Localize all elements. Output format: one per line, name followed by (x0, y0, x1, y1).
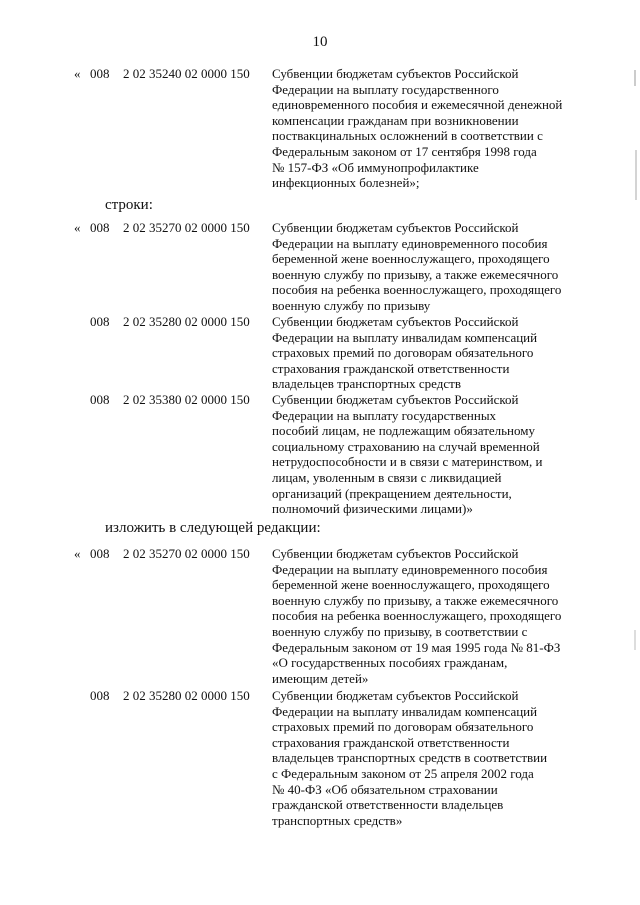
description-line: лицам, уволенным в связи с ликвидацией (272, 469, 502, 485)
description-line: Федерации на выплату государственного (272, 81, 499, 97)
entry-description (272, 392, 582, 517)
description-line: Субвенции бюджетам субъектов Российской (272, 392, 519, 407)
description-line: с Федеральным законом от 25 апреля 2002 года (272, 765, 534, 781)
entry-description (272, 220, 582, 314)
description-line: пособия на ребенка военнослужащего, проходящего (272, 608, 562, 624)
budget-classification-code: 2 02 35380 02 0000 150 (123, 392, 250, 407)
admin-code: 008 (90, 314, 110, 329)
description-line: нетрудоспособности и в связи с материнством, и (272, 454, 543, 470)
description-line: единовременного пособия и ежемесячной денежной (272, 97, 563, 113)
description-line: Федерации на выплату единовременного пособия (272, 235, 548, 251)
budget-classification-code: 2 02 35270 02 0000 150 (123, 546, 250, 561)
description-line: Федерации на выплату единовременного пособия (272, 561, 548, 577)
scan-edge-marks (631, 0, 640, 905)
description-line: военную службу по призыву, в соответствии с (272, 623, 528, 639)
description-line: гражданской ответственности владельцев (272, 797, 504, 813)
entry-description (272, 546, 582, 686)
description-line: компенсации гражданам при возникновении (272, 112, 519, 128)
page-number: 10 (312, 34, 328, 50)
description-line: № 157-ФЗ «Об иммунопрофилактике (272, 159, 479, 175)
description-line: пособий лицам, не подлежащим обязательному (272, 423, 535, 439)
description-line: поствакцинальных осложнений в соответствии с (272, 128, 543, 144)
description-line: военную службу по призыву (272, 297, 431, 313)
description-line: полномочий физическими лицами)» (272, 501, 473, 517)
description-line: Федерации на выплату инвалидам компенсаций (272, 703, 538, 719)
description-line: владельцев транспортных средств (272, 376, 461, 392)
description-line: социальному страхованию на случай временной (272, 438, 540, 454)
description-line: инфекционных болезней»; (272, 175, 420, 191)
description-line: страхования гражданской ответственности (272, 734, 510, 750)
section-label-lines: строки: (105, 197, 153, 213)
description-line: страховых премий по договорам обязательного (272, 719, 534, 735)
description-line: имеющим детей» (272, 670, 369, 686)
opening-quote: « (74, 546, 81, 561)
description-line: транспортных средств» (272, 812, 403, 828)
budget-classification-code: 2 02 35280 02 0000 150 (123, 314, 250, 329)
budget-classification-code: 2 02 35240 02 0000 150 (123, 66, 250, 81)
admin-code: 008 (90, 688, 110, 703)
opening-quote: « (74, 220, 81, 235)
description-line: Федерации на выплату инвалидам компенсаций (272, 329, 538, 345)
description-line: Федеральным законом от 17 сентября 1998 года (272, 143, 537, 159)
opening-quote: « (74, 66, 81, 81)
description-line: Субвенции бюджетам субъектов Российской (272, 66, 519, 81)
admin-code: 008 (90, 220, 110, 235)
description-line: Субвенции бюджетам субъектов Российской (272, 314, 519, 329)
admin-code: 008 (90, 546, 110, 561)
description-line: беременной жене военнослужащего, проходящего (272, 577, 550, 593)
section-label-replace-with: изложить в следующей редакции: (105, 520, 321, 536)
description-line: пособия на ребенка военнослужащего, проходящего (272, 282, 562, 298)
description-line: страховых премий по договорам обязательного (272, 345, 534, 361)
description-line: владельцев транспортных средств в соответствии (272, 750, 548, 766)
description-line: № 40-ФЗ «Об обязательном страховании (272, 781, 498, 797)
description-line: страхования гражданской ответственности (272, 360, 510, 376)
admin-code: 008 (90, 392, 110, 407)
description-line: беременной жене военнослужащего, проходящего (272, 251, 550, 267)
admin-code: 008 (90, 66, 110, 81)
description-line: Федеральным законом от 19 мая 1995 года № 81-ФЗ (272, 639, 561, 655)
budget-classification-code: 2 02 35280 02 0000 150 (123, 688, 250, 703)
entry-description (272, 66, 582, 191)
description-line: Субвенции бюджетам субъектов Российской (272, 220, 519, 235)
description-line: «О государственных пособиях гражданам, (272, 655, 508, 671)
entry-description (272, 688, 582, 828)
description-line: организаций (прекращением деятельности, (272, 485, 512, 501)
description-line: Субвенции бюджетам субъектов Российской (272, 546, 519, 561)
budget-classification-code: 2 02 35270 02 0000 150 (123, 220, 250, 235)
entry-description (272, 314, 582, 392)
description-line: Федерации на выплату государственных (272, 407, 497, 423)
description-line: военную службу по призыву, а также ежемесячного (272, 592, 559, 608)
description-line: военную службу по призыву, а также ежемесячного (272, 266, 559, 282)
description-line: Субвенции бюджетам субъектов Российской (272, 688, 519, 703)
